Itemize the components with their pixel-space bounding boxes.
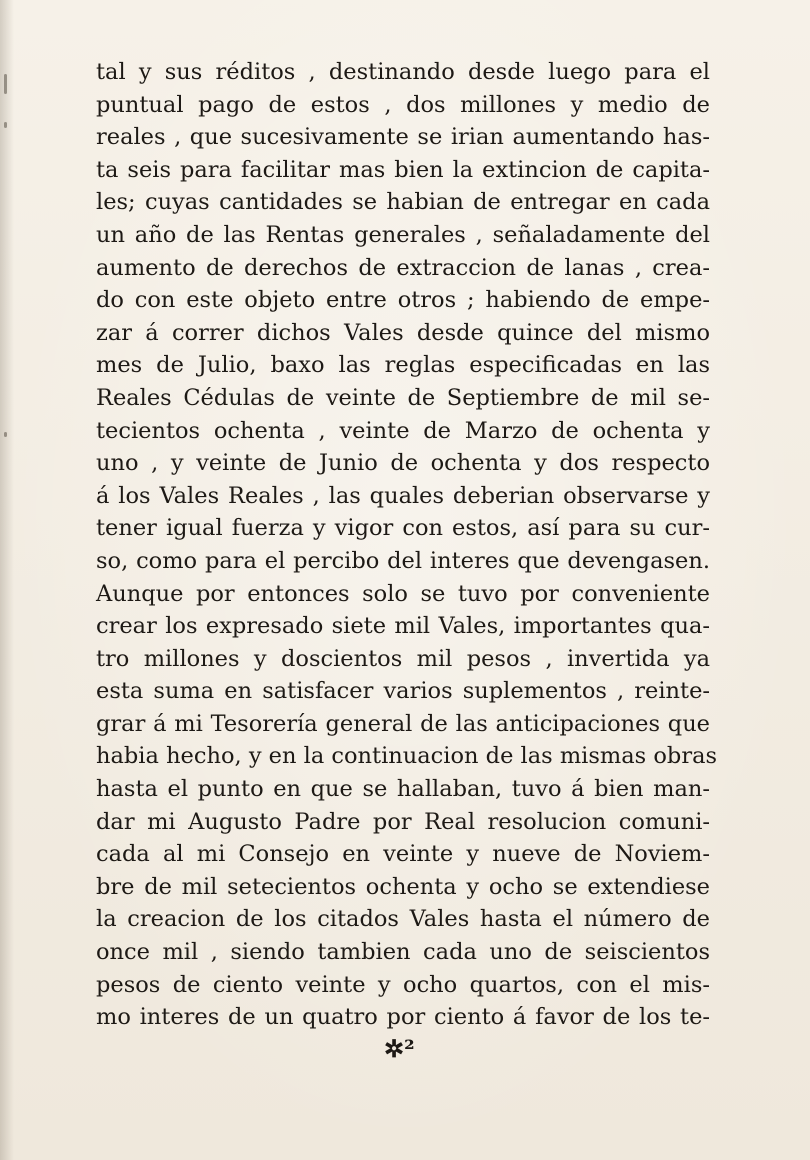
text-line: tal y sus réditos , destinando desde luego para el <box>96 59 710 85</box>
text-line: tro millones y doscientos mil pesos , invertida ya <box>96 645 710 672</box>
text-line: cada al mi Consejo en veinte y nueve de Noviem- <box>96 841 710 868</box>
text-line: la creacion de los citados Vales hasta el número de <box>96 906 710 933</box>
text-line: mo interes de un quatro por ciento á favor de los te- <box>96 1004 710 1031</box>
text-line: tener igual fuerza y vigor con estos, así para su cur- <box>96 515 710 542</box>
text-line: les; cuyas cantidades se habian de entregar en cada <box>96 189 710 216</box>
text-line: ta seis para facilitar mas bien la extincion de capita- <box>96 156 710 183</box>
text-line: pesos de ciento veinte y ocho quartos, con el mis- <box>96 971 710 998</box>
page-edge-shadow <box>0 0 14 1160</box>
text-line: hasta el punto en que se hallaban, tuvo á bien man- <box>96 776 710 803</box>
text-line: zar á correr dichos Vales desde quince del mismo <box>96 319 710 346</box>
text-line: tecientos ochenta , veinte de Marzo de ochenta y <box>96 417 710 444</box>
text-line: do con este objeto entre otros ; habiendo de empe- <box>96 287 710 314</box>
text-line: uno , y veinte de Junio de ochenta y dos respecto <box>96 450 710 477</box>
text-line: mes de Julio, baxo las reglas especificadas en las <box>96 352 710 379</box>
text-line: habia hecho, y en la continuacion de las mismas obras <box>96 743 718 770</box>
text-line: aumento de derechos de extraccion de lanas , crea- <box>96 254 710 281</box>
edge-mark-small <box>4 122 7 128</box>
text-line: reales , que sucesivamente se irian aumentando has- <box>96 124 710 151</box>
text-line: dar mi Augusto Padre por Real resolucion comuni- <box>96 808 710 835</box>
text-line: crear los expresado siete mil Vales, importantes qua- <box>96 613 710 640</box>
body-text <box>96 56 718 1034</box>
text-line: once mil , siendo tambien cada uno de seiscientos <box>96 939 710 966</box>
text-line: puntual pago de estos , dos millones y medio de <box>96 91 710 118</box>
text-line: un año de las Rentas generales , señaladamente del <box>96 221 710 248</box>
text-line: á los Vales Reales , las quales deberian observarse y <box>96 482 710 509</box>
text-line: so, como para el percibo del interes que devengasen. <box>96 547 710 574</box>
text-line: bre de mil setecientos ochenta y ocho se extendiese <box>96 873 710 900</box>
text-line: Aunque por entonces solo se tuvo por conveniente <box>96 580 710 607</box>
signature-mark: ✲² <box>384 1034 415 1063</box>
text-line: Reales Cédulas de veinte de Septiembre de mil se- <box>96 384 710 411</box>
edge-mark-top <box>4 74 7 94</box>
text-line: grar á mi Tesorería general de las anticipaciones que <box>96 710 710 737</box>
edge-mark-lower <box>4 432 7 437</box>
text-line: esta suma en satisfacer varios suplementos , reinte- <box>96 678 710 705</box>
